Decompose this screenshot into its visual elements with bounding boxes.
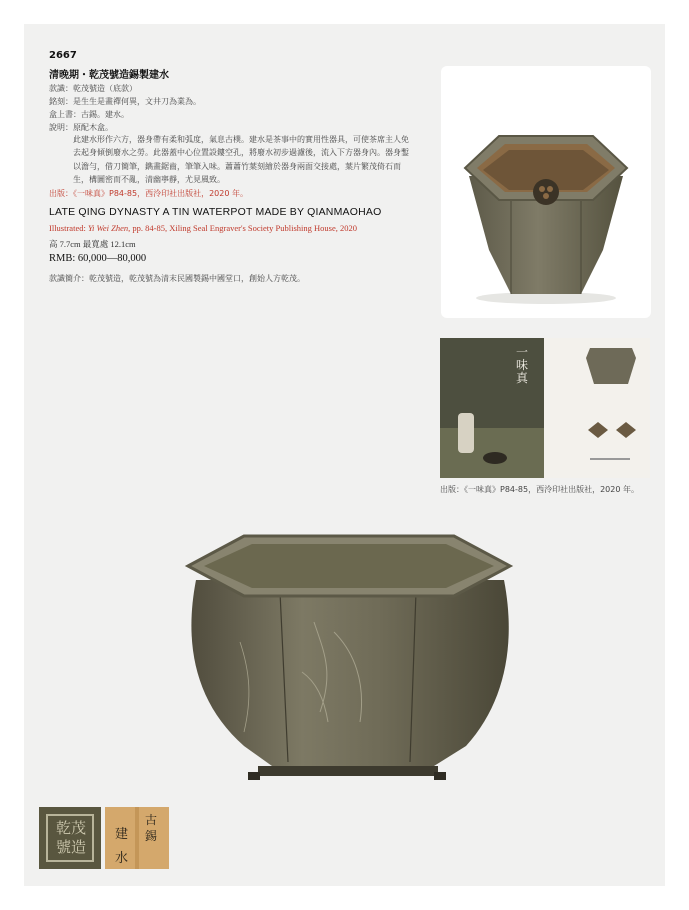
- illustrated-prefix: Illustrated:: [49, 223, 88, 233]
- seal-mark-text: 乾茂號造: [55, 819, 86, 856]
- lot-title-chinese: 清晚期・乾茂號造錫製建水: [49, 70, 169, 81]
- book-photo: [440, 338, 650, 478]
- seal-mark-photo: [39, 807, 101, 869]
- small-pot-illustration: [441, 66, 651, 318]
- book-caption: 出版：《一味真》P84-85，西泠印社出版社，2020 年。: [440, 485, 639, 494]
- note-label: 說明：原配木盒。: [49, 123, 113, 132]
- box-label-char-xi: 錫: [145, 829, 158, 843]
- description: 此建水形作六方，器身帶有柔和弧度，氣息古樸。建水是茶事中的實用性器具，可使茶席主人免去起身傾倒廢水之勞。此器蓋中心位置設鏤空孔，將廢水初步過濾後，流入下方器身內。器身鏨以澹勻，借刀簡筆，鐫畫鋸齒，筆筆入味。蕭蕭竹葉刻繪於器身兩面交接處，葉片繁茂倚石而生，構圖密而不亂，清幽寧靜，尤見風致。: [73, 135, 409, 185]
- lot-title-english: LATE QING DYNASTY A TIN WATERPOT MADE BY QIANMAOHAO: [49, 206, 382, 218]
- box-label-photo: [105, 807, 169, 869]
- book-spine-text: 一味真: [516, 345, 529, 385]
- book-spread-illustration: [440, 338, 650, 478]
- inscription-line: 銘刻：是生生是畫禪何異，文井刀為業為。: [49, 97, 201, 106]
- box-inscription-line: 盒上書：古錫。建水。: [49, 110, 129, 119]
- illustrated-rest: , pp. 84-85, Xiling Seal Engraver's Society Publishing House, 2020: [128, 223, 357, 233]
- pot-photo-top: [441, 66, 651, 318]
- mark-line: 款識：乾茂號造（底款）: [49, 84, 137, 93]
- dimensions: 高 7.7cm 最寬處 12.1cm: [49, 239, 136, 249]
- lot-number: 2667: [49, 50, 77, 61]
- publication-chinese: 出版：《一味真》P84-85，西泠印社出版社，2020 年。: [49, 189, 248, 198]
- catalog-page: [24, 24, 665, 886]
- box-label-char-jian: 建: [115, 827, 129, 842]
- estimate: RMB: 60,000—80,000: [49, 253, 147, 264]
- illustrated-book-title: Yi Wei Zhen: [87, 223, 129, 233]
- large-pot-illustration: [184, 522, 514, 790]
- illustrated-english: [49, 223, 357, 233]
- maker-note: 款識簡介：乾茂號造，乾茂號為清末民國製錫中國堂口，創始人方乾茂。: [49, 274, 305, 283]
- box-label-char-gu: 古: [145, 813, 158, 827]
- box-label-char-shui: 水: [115, 851, 129, 866]
- pot-photo-main: [184, 522, 514, 790]
